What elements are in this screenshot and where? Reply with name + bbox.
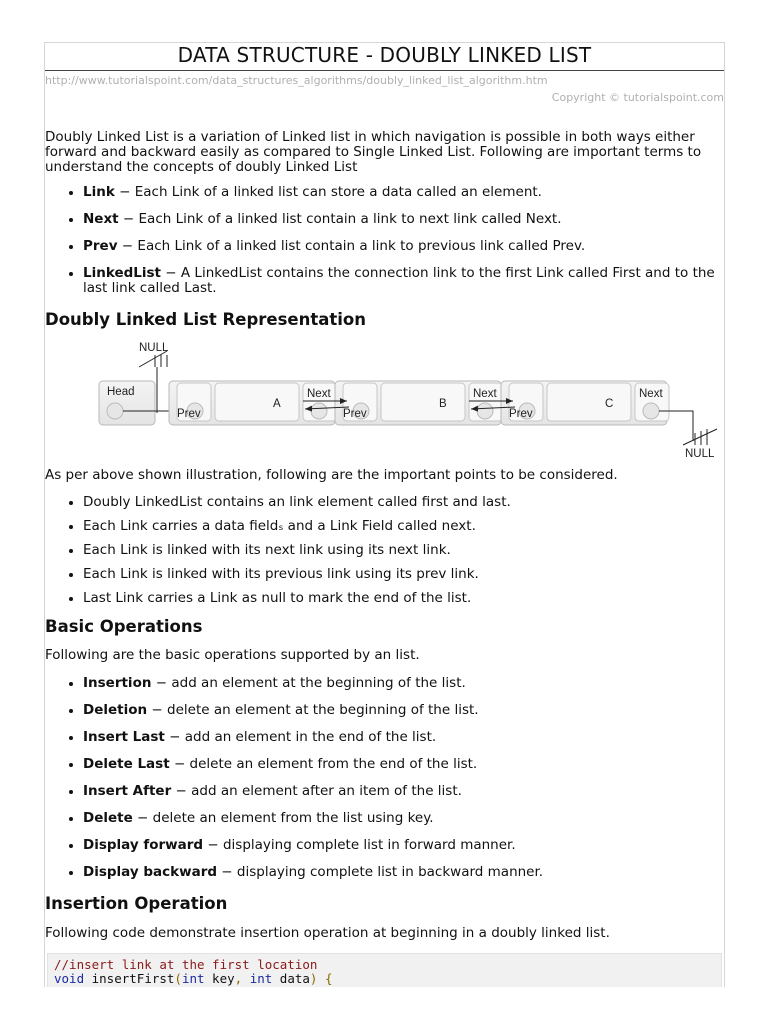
- list-item: Delete − delete an element from the list using key.: [45, 811, 724, 826]
- list-item: Display backward − displaying complete list in backward manner.: [45, 865, 724, 880]
- intro-paragraph: Doubly Linked List is a variation of Linked list in which navigation is possible in both ways either forward and backward easily as compared to Single Linked List. Following are important terms to understand the concepts of doubly Linked List: [45, 129, 702, 175]
- node-a-data-label: A: [273, 398, 281, 410]
- list-item: Each Link is linked with its previous link using its prev link.: [45, 567, 724, 582]
- page-title: DATA STRUCTURE - DOUBLY LINKED LIST: [177, 43, 592, 67]
- list-item: Delete Last − delete an element from the end of the list.: [45, 757, 724, 772]
- code-line-2: void insertFirst(int key, int data) {: [54, 971, 333, 986]
- list-item: Prev − Each Link of a linked list contain a link to previous link called Prev.: [45, 239, 724, 254]
- node-a-prev-label: Prev: [177, 408, 201, 420]
- node-b-prev-label: Prev: [343, 408, 367, 420]
- list-item: Display forward − displaying complete list in forward manner.: [45, 838, 724, 853]
- list-item: Insert After − add an element after an item of the list.: [45, 784, 724, 799]
- node-a-next-label: Next: [307, 388, 331, 400]
- node-b-next-label: Next: [473, 388, 497, 400]
- list-item: Deletion − delete an element at the beginning of the list.: [45, 703, 724, 718]
- head-label: Head: [107, 386, 135, 398]
- list-item: LinkedList − A LinkedList contains the connection link to the first Link called First and to the last link called Last.: [45, 266, 724, 296]
- illustration-intro: As per above shown illustration, following are the important points to be considered.: [45, 467, 618, 483]
- node-c-data-label: C: [605, 398, 614, 410]
- code-line-1: //insert link at the first location: [54, 957, 318, 972]
- list-item: Next − Each Link of a linked list contain a link to next link called Next.: [45, 212, 724, 227]
- list-item: Each Link is linked with its next link using its next link.: [45, 543, 724, 558]
- source-url: http://www.tutorialspoint.com/data_structures_algorithms/doubly_linked_list_algorithm.htm: [45, 74, 548, 87]
- operations-list: [45, 676, 724, 880]
- code-block: [47, 953, 722, 987]
- node-c-next-label: Next: [639, 388, 663, 400]
- list-item: Each Link carries a data fieldₛ and a Link Field called next.: [45, 519, 724, 534]
- title-divider: [45, 70, 724, 71]
- operations-intro: Following are the basic operations supported by an list.: [45, 647, 420, 663]
- null-label-bottom: NULL: [685, 448, 715, 460]
- insertion-intro: Following code demonstrate insertion operation at beginning in a doubly linked list.: [45, 925, 610, 941]
- list-item: Insert Last − add an element in the end of the list.: [45, 730, 724, 745]
- list-item: Doubly LinkedList contains an link element called first and last.: [45, 495, 724, 510]
- document-page: [44, 42, 725, 987]
- null-label-top: NULL: [139, 342, 169, 354]
- list-item: Last Link carries a Link as null to mark the end of the list.: [45, 591, 724, 606]
- doubly-linked-list-diagram: [97, 341, 737, 461]
- copyright-notice: Copyright © tutorialspoint.com: [551, 91, 724, 104]
- terms-list: [45, 185, 724, 296]
- node-b-data-label: B: [439, 398, 447, 410]
- node-c-prev-label: Prev: [509, 408, 533, 420]
- list-item: Link − Each Link of a linked list can store a data called an element.: [45, 185, 724, 200]
- section-heading-representation: Doubly Linked List Representation: [45, 310, 367, 329]
- section-heading-insertion: Insertion Operation: [45, 894, 228, 913]
- section-heading-operations: Basic Operations: [45, 617, 203, 636]
- list-item: Insertion − add an element at the beginning of the list.: [45, 676, 724, 691]
- points-list: [45, 495, 724, 606]
